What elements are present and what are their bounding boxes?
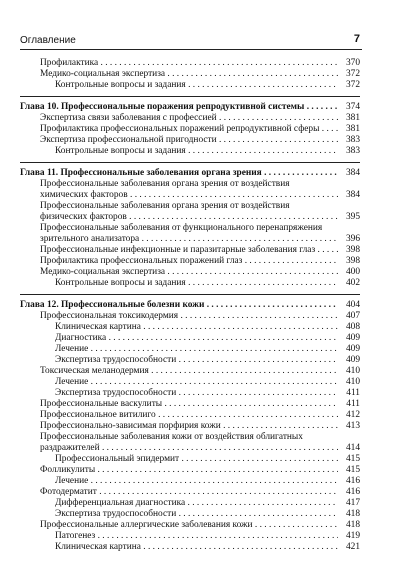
toc-entry[interactable]: Клиническая картина . . . 408 [20, 322, 360, 333]
toc-entry[interactable]: Лечение . . . 409 [20, 344, 360, 355]
toc-entry[interactable]: Контрольные вопросы и задания . . . 383 [20, 146, 360, 157]
toc-entry[interactable]: Профессиональные инфекционные и паразитарные заболевания глаз . . . 398 [20, 245, 360, 256]
toc-entry[interactable]: Лечение . . . 416 [20, 476, 360, 487]
toc-entry[interactable]: Профессиональная токсикодермия . . . 407 [20, 311, 360, 322]
toc-entry[interactable]: зрительного анализатора . . . 396 [20, 234, 360, 245]
toc-entry[interactable]: Фолликулиты . . . 415 [20, 465, 360, 476]
section-divider [20, 96, 360, 97]
toc-entry[interactable]: Контрольные вопросы и задания . . . 402 [20, 278, 360, 289]
toc-entry-line[interactable]: Профессиональные заболевания кожи от воздействия облигатных [40, 432, 303, 442]
toc-entry[interactable]: Профессиональные васкулиты . . . 411 [20, 399, 360, 410]
toc-entry[interactable]: Лечение . . . 410 [20, 377, 360, 388]
toc-entry[interactable]: Профилактика профессиональных поражений репродуктивной сферы . . . 381 [20, 124, 360, 135]
page-number: 7 [353, 33, 360, 45]
section-divider [20, 294, 360, 295]
toc-entry[interactable]: физических факторов . . . 395 [20, 212, 360, 223]
toc-entry[interactable]: Профессионально-зависимая порфирия кожи . . . 413 [20, 421, 360, 432]
toc-entry[interactable]: раздражителей . . . 414 [20, 443, 360, 454]
toc-entry[interactable]: Токсическая меланодермия . . . 410 [20, 366, 360, 377]
toc-entry[interactable]: Фотодерматит . . . 416 [20, 487, 360, 498]
toc-entry[interactable]: Клиническая картина . . . 421 [20, 542, 360, 553]
toc-entry-line[interactable]: Профессиональные заболевания от функционального перенапряжения [40, 223, 323, 233]
toc-entry-line[interactable]: Профессиональные заболевания органа зрения от воздействия [40, 201, 290, 211]
toc-entry[interactable]: химических факторов . . . 384 [20, 190, 360, 201]
chapter-entry[interactable]: Глава 12. Профессиональные болезни кожи . . . 404 [20, 300, 360, 311]
table-of-contents [20, 58, 360, 553]
toc-entry[interactable]: Профессиональное витилиго . . . 412 [20, 410, 360, 421]
toc-entry[interactable]: Контрольные вопросы и задания . . . 372 [20, 80, 360, 91]
toc-entry[interactable]: Экспертиза профессиональной пригодности . . . 383 [20, 135, 360, 146]
section-divider [20, 162, 360, 163]
chapter-entry[interactable]: Глава 11. Профессиональные заболевания органа зрения . . . 384 [20, 168, 360, 179]
toc-entry-line[interactable]: Профессиональные заболевания органа зрения от воздействия [40, 179, 290, 189]
toc-entry[interactable]: Экспертиза трудоспособности . . . 418 [20, 509, 360, 520]
running-title: Оглавление [20, 35, 76, 46]
toc-entry[interactable]: Профессиональный эпидермит . . . 415 [20, 454, 360, 465]
toc-entry[interactable]: Профессиональные аллергические заболевания кожи . . . 418 [20, 520, 360, 531]
toc-entry[interactable]: Медико-социальная экспертиза . . . 400 [20, 267, 360, 278]
toc-entry[interactable]: Экспертиза связи заболевания с профессией . . . 381 [20, 113, 360, 124]
toc-entry[interactable]: Дифференциальная диагностика . . . 417 [20, 498, 360, 509]
toc-entry[interactable]: Диагностика . . . 409 [20, 333, 360, 344]
toc-entry[interactable]: Патогенез . . . 419 [20, 531, 360, 542]
toc-entry[interactable]: Медико-социальная экспертиза . . . 372 [20, 69, 360, 80]
toc-entry[interactable]: Экспертиза трудоспособности . . . 411 [20, 388, 360, 399]
chapter-entry[interactable]: Глава 10. Профессиональные поражения репродуктивной системы . . . 374 [20, 102, 360, 113]
running-header [20, 33, 362, 50]
toc-entry[interactable]: Экспертиза трудоспособности . . . 409 [20, 355, 360, 366]
toc-entry[interactable]: Профилактика профессиональных поражений глаз . . . 398 [20, 256, 360, 267]
toc-entry[interactable]: Профилактика . . . 370 [20, 58, 360, 69]
